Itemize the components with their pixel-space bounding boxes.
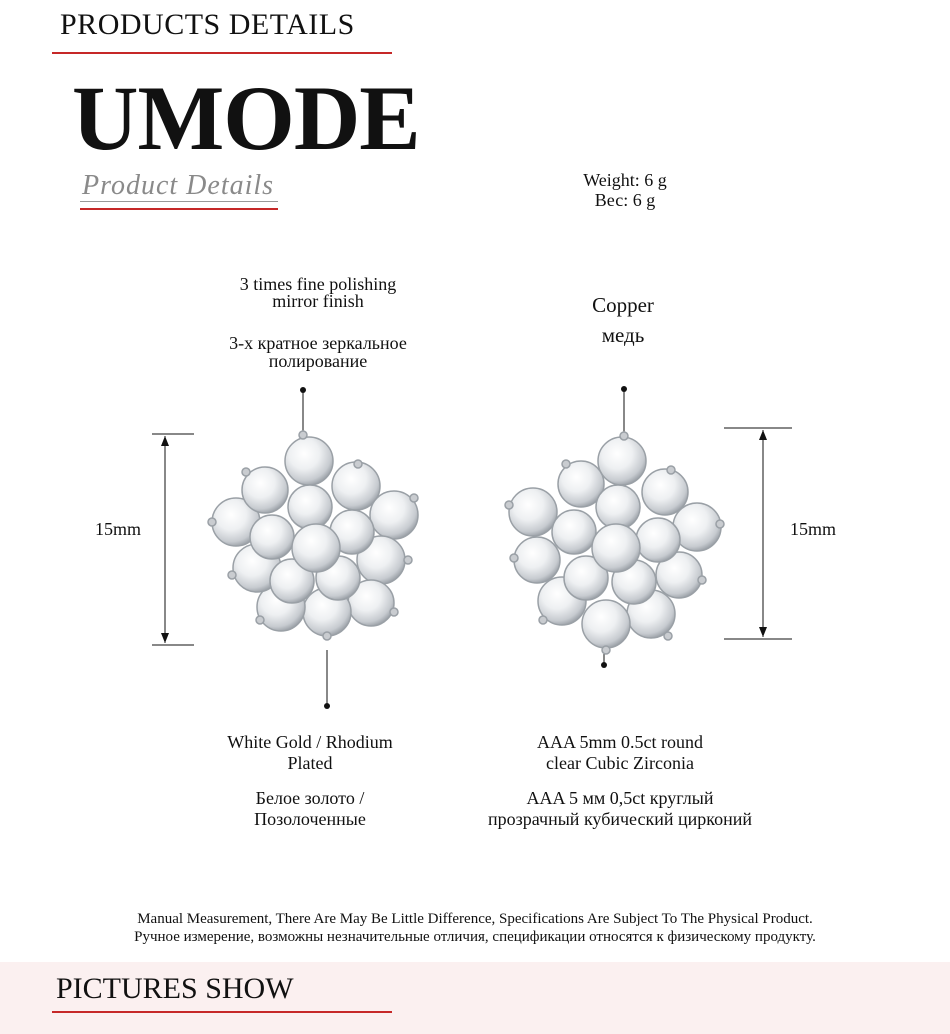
finish-ru-line1: 3-х кратное зеркальное [229, 333, 407, 353]
dimension-left-label: 15mm [95, 519, 142, 539]
brand-logo: UMODE [72, 67, 420, 169]
finish-en-line1: 3 times fine polishing [239, 274, 397, 294]
finish-pointer [300, 387, 306, 432]
section-title-products-details: PRODUCTS DETAILS [60, 8, 355, 41]
disclaimer-en: Manual Measurement, There Are May Be Little Difference, Specifications Are Subject To The Physical Product. [137, 911, 813, 927]
brand-tagline: Product Details [82, 170, 275, 201]
dimension-left-indicator [152, 434, 194, 645]
plating-ru-block [200, 788, 420, 830]
measurement-disclaimer [0, 910, 950, 946]
weight-en: Weight: 6 g [583, 170, 667, 190]
stone-en-line2: clear Cubic Zirconia [546, 753, 694, 773]
section-title-pictures-show: PICTURES SHOW [56, 972, 294, 1005]
material-en: Copper [592, 293, 654, 317]
plating-ru-line1: Белое золото / [255, 788, 365, 808]
material-ru: медь [601, 323, 645, 347]
plating-en-line2: Plated [287, 753, 333, 773]
earring-right-image [505, 432, 724, 654]
dimension-right-label: 15mm [790, 519, 837, 539]
disclaimer-ru: Ручное измерение, возможны незначительные отличия, спецификации относятся к физическому продукту. [134, 929, 816, 945]
plating-ru-line2: Позолоченные [254, 809, 366, 829]
plating-pointer [324, 650, 330, 709]
stone-en-line1: AAA 5mm 0.5ct round [537, 732, 703, 752]
stone-ru-block [460, 788, 780, 830]
stone-en-block [480, 732, 760, 774]
pictures-underline [52, 1011, 392, 1013]
stone-ru-line1: AAA 5 мм 0,5ct круглый [526, 788, 714, 808]
finish-ru-line2: полирование [268, 351, 368, 371]
plating-en-line1: White Gold / Rhodium [227, 732, 393, 752]
plating-en-block [200, 732, 420, 774]
finish-en-line2: mirror finish [272, 291, 364, 311]
stone-ru-line2: прозрачный кубический цирконий [488, 809, 752, 829]
earring-left-image [208, 431, 418, 640]
dimension-right-indicator [724, 428, 792, 639]
weight-ru: Вес: 6 g [594, 190, 656, 210]
